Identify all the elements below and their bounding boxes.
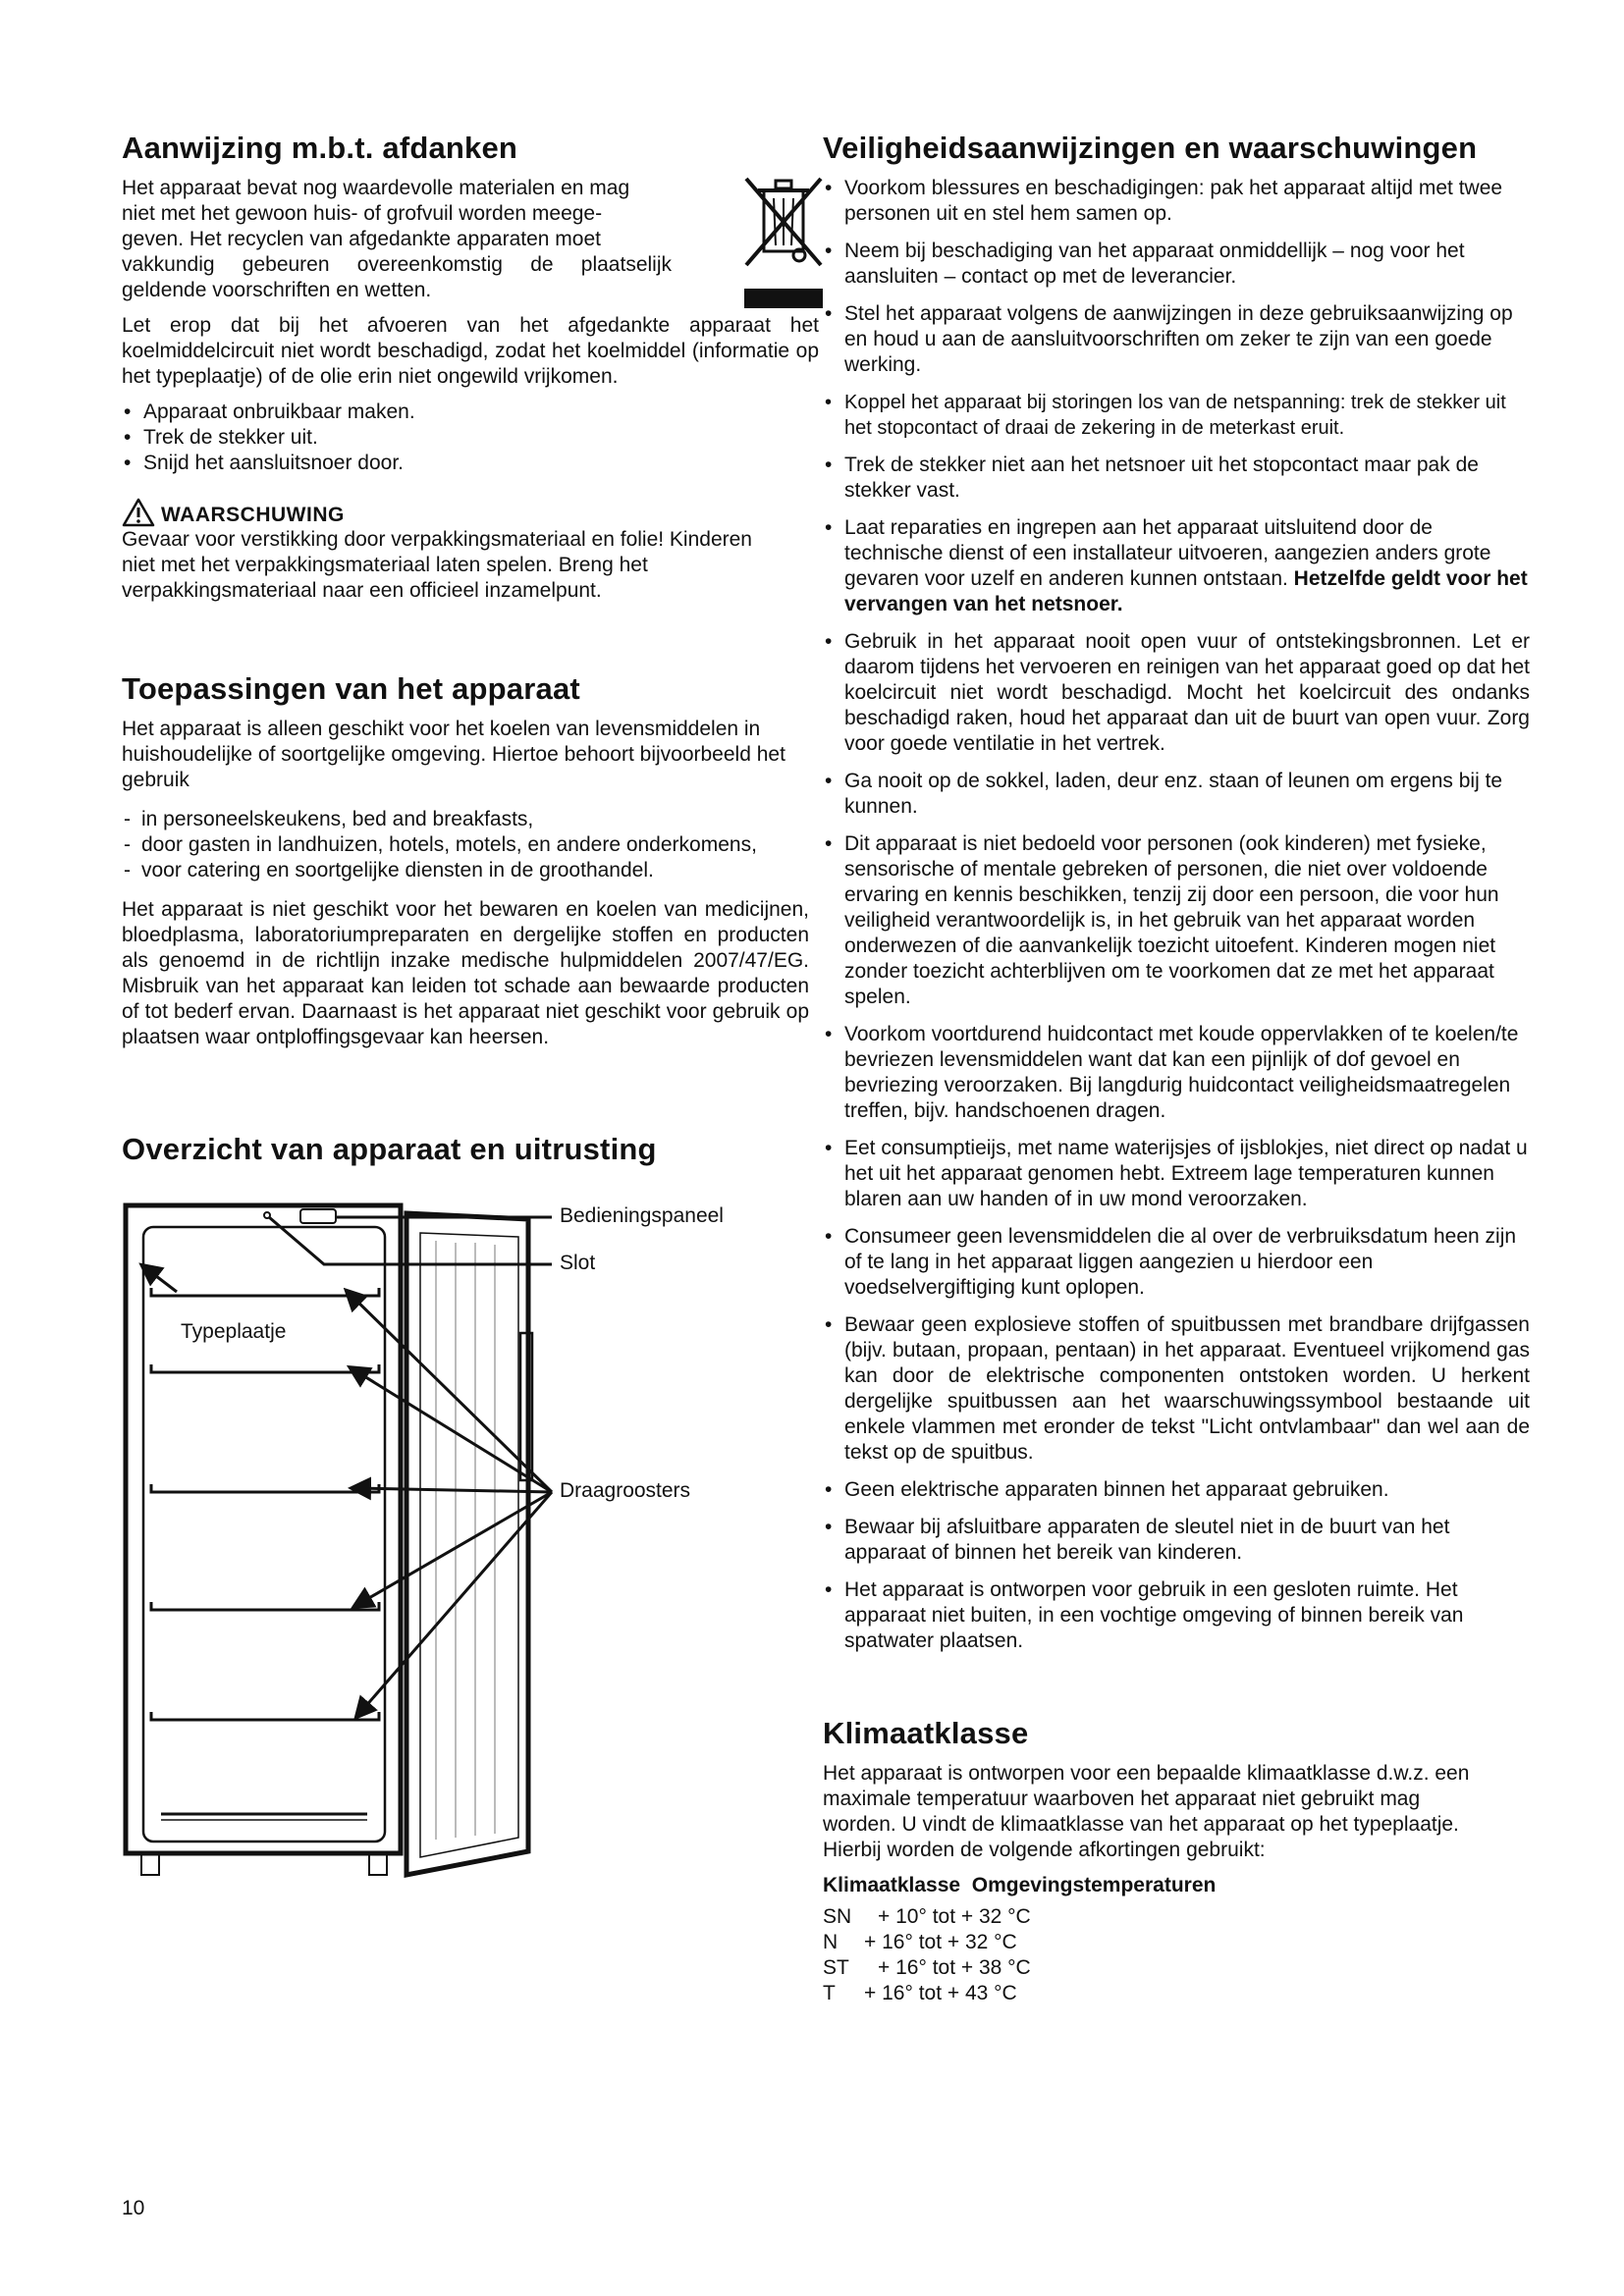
list-item: • Neem bij beschadiging van het apparaat onmiddellijk – nog voor het aansluiten – contact op met de leverancier. bbox=[823, 239, 1530, 290]
table-row bbox=[823, 1981, 1530, 2006]
recycle-bin-icon bbox=[738, 169, 829, 316]
climate-range: + 10° tot + 32 °C bbox=[878, 1905, 1031, 1929]
climate-table bbox=[823, 1904, 1530, 2006]
climate-intro: Het apparaat is ontworpen voor een bepaalde klimaatklasse d.w.z. een maximale temperatuur waarboven het apparaat niet gebruikt mag worden. U vindt de klimaatklasse van het apparaat op het typeplaatje. Hierbij worden de volgende afkortingen gebruikt: bbox=[823, 1762, 1470, 1862]
list-item: • Geen elektrische apparaten binnen het apparaat gebruiken. bbox=[823, 1477, 1530, 1503]
safety-section bbox=[823, 130, 1530, 1654]
table-row bbox=[823, 1930, 1530, 1955]
list-item: - in personeelskeukens, bed and breakfasts, bbox=[122, 807, 819, 832]
table-row bbox=[823, 1955, 1530, 1981]
warning-text: Gevaar voor verstikking door verpakkingsmateriaal en folie! Kinderen niet met het verpakkingsmateriaal laten spelen. Breng het verpakkingsmateriaal naar een officieel inzamelpunt. bbox=[122, 528, 752, 603]
door bbox=[406, 1213, 532, 1875]
label-slot: Slot bbox=[560, 1251, 596, 1274]
list-item: - door gasten in landhuizen, hotels, motels, en andere onderkomens, bbox=[122, 832, 819, 858]
climate-code: T bbox=[823, 1982, 836, 2005]
left-column bbox=[122, 130, 819, 1883]
appliance-diagram bbox=[122, 1186, 809, 1883]
warning-triangle-icon bbox=[122, 498, 155, 527]
climate-range: + 16° tot + 32 °C bbox=[864, 1931, 1017, 1954]
warning-header bbox=[122, 498, 819, 527]
disposal-section bbox=[122, 130, 819, 604]
lock-leader-line bbox=[269, 1217, 552, 1264]
disposal-para1-line-1: Het apparaat bevat nog waardevolle materialen en mag bbox=[122, 177, 630, 200]
list-item-repair bbox=[823, 515, 1530, 617]
cabinet-outline bbox=[126, 1205, 401, 1875]
disposal-title: Aanwijzing m.b.t. afdanken bbox=[122, 131, 518, 165]
disposal-para1-line-5: geldende voorschriften en wetten. bbox=[122, 279, 432, 302]
page-number: 10 bbox=[122, 2197, 145, 2219]
list-item: • Ga nooit op de sokkel, laden, deur enz. staan of leunen om ergens bij te kunnen. bbox=[823, 769, 1530, 820]
climate-range: + 16° tot + 43 °C bbox=[864, 1982, 1017, 2005]
shelf-arrow-3 bbox=[353, 1488, 552, 1492]
plate-arrow bbox=[143, 1266, 177, 1292]
list-item: • Voorkom voortdurend huidcontact met koude oppervlakken of te koelen/te bevriezen levensmiddelen want dat kan een pijnlijk of dof gevoel en bevriezing veroorzaken. Bij langdurig huidcontact veiligheidsmaatregelen treffen, bijv. handschoenen dragen. bbox=[823, 1022, 1530, 1124]
disposal-para1-line-4: vakkundig gebeuren overeenkomstig de plaatselijk bbox=[122, 253, 672, 277]
list-item: • Consumeer geen levensmiddelen die al over de verbruiksdatum heen zijn of te lang in het apparaat liggen aangezien u hierdoor een voedselvergiftiging kunt oplopen. bbox=[823, 1224, 1530, 1301]
table-row bbox=[823, 1904, 1530, 1930]
shelves bbox=[151, 1288, 379, 1820]
repair-text: Laat reparaties en ingrepen aan het apparaat uitsluitend door de technische dienst of een installateur uitvoeren, aangezien anders grote gevaren voor uzelf en anderen kunnen ontstaan. bbox=[844, 516, 1491, 591]
disposal-para2: Let erop dat bij het afvoeren van het afgedankte apparaat het koelmiddelcircuit niet wordt beschadigd, zodat het koelmiddel (informatie op het typeplaatje) of de olie erin niet ongewild vrijkomen. bbox=[122, 314, 819, 389]
list-item: • Snijd het aansluitsnoer door. bbox=[122, 451, 819, 476]
list-item: • Eet consumptieijs, met name waterijsjes of ijsblokjes, niet direct op nadat u het uit het apparaat genomen hebt. Extreem lage temperaturen kunnen blaren aan uw handen of in uw mond veroorzaken. bbox=[823, 1136, 1530, 1212]
climate-table-header: Klimaatklasse Omgevingstemperaturen bbox=[823, 1874, 1217, 1897]
applications-list bbox=[122, 807, 819, 883]
climate-code: ST bbox=[823, 1956, 849, 1980]
applications-para: Het apparaat is niet geschikt voor het bewaren en koelen van medicijnen, bloedplasma, laboratoriumpreparaten en dergelijke stoffen en producten als genoemd in de richtlijn inzake medische hulpmiddelen 2007/47/EG. Misbruik van het apparaat kan leiden tot schade aan bewaarde producten of tot bederf ervan. Daarnaast is het apparaat niet geschikt voor gebruik op plaatsen waar ontploffingsgevaar kan heersen. bbox=[122, 898, 809, 1049]
list-item: • Voorkom blessures en beschadigingen: pak het apparaat altijd met twee personen uit en stel hem samen op. bbox=[823, 176, 1530, 227]
safety-list bbox=[823, 176, 1530, 1654]
climate-range: + 16° tot + 38 °C bbox=[878, 1956, 1031, 1980]
list-item: • Dit apparaat is niet bedoeld voor personen (ook kinderen) met fysieke, sensorische of mentale gebreken of personen, die niet over voldoende ervaring en kennis beschikken, tenzij zij door een persoon, die voor hun veiligheid verantwoordelijk is, in het gebruik van het apparaat worden onderwezen of die aanvankelijk toezicht uitoefent. Kinderen mogen niet zonder toezicht achterblijven om te voorkomen dat ze met het apparaat spelen. bbox=[823, 831, 1530, 1010]
applications-section bbox=[122, 670, 819, 1050]
overview-title: Overzicht van apparaat en uitrusting bbox=[122, 1132, 657, 1167]
warning-title: WAARSCHUWING bbox=[161, 504, 345, 527]
list-item: • Bewaar bij afsluitbare apparaten de sleutel niet in de buurt van het apparaat of binnen het bereik van kinderen. bbox=[823, 1515, 1530, 1566]
applications-intro: Het apparaat is alleen geschikt voor het koelen van levensmiddelen in huishoudelijke of soortgelijke omgeving. Hiertoe behoort bijvoorbeeld het gebruik bbox=[122, 718, 785, 792]
climate-title: Klimaatklasse bbox=[823, 1716, 1029, 1751]
applications-title: Toepassingen van het apparaat bbox=[122, 671, 580, 707]
list-item: - voor catering en soortgelijke diensten in de groothandel. bbox=[122, 858, 819, 883]
list-item: • Trek de stekker uit. bbox=[122, 425, 819, 451]
disposal-para1-line-2: niet met het gewoon huis- of grofvuil worden meege- bbox=[122, 202, 603, 226]
right-column bbox=[823, 130, 1530, 2006]
list-item: • Bewaar geen explosieve stoffen of spuitbussen met brandbare drijfgassen (bijv. butaan, propaan, pentaan) in het apparaat. Eventueel vrijkomend gas kan door de elektrische componenten ontstoken worden. U herkent dergelijke spuitbussen aan het waarschuwingssymbool bestaande uit enkele vlammen met eronder de tekst "Licht ontvlambaar" dan wel aan de tekst op de spuitbus. bbox=[823, 1312, 1530, 1466]
shelf-arrow-2 bbox=[352, 1368, 552, 1492]
disposal-bullets bbox=[122, 400, 819, 476]
label-typeplaatje: Typeplaatje bbox=[181, 1319, 287, 1343]
list-item: • Trek de stekker niet aan het netsnoer uit het stopcontact maar pak de stekker vast. bbox=[823, 453, 1530, 504]
list-item: • Apparaat onbruikbaar maken. bbox=[122, 400, 819, 425]
repair-bold-text: Hetzelfde geldt voor het vervangen van het netsnoer. bbox=[844, 567, 1528, 616]
safety-title: Veiligheidsaanwijzingen en waarschuwingen bbox=[823, 131, 1478, 165]
list-item: • Koppel het apparaat bij storingen los van de netspanning: trek de stekker uit het stopcontact of draai de zekering in de meterkast eruit. bbox=[823, 390, 1530, 441]
climate-code: N bbox=[823, 1931, 839, 1954]
list-item: • Gebruik in het apparaat nooit open vuur of ontstekingsbronnen. Let er daarom tijdens het vervoeren en reinigen van het apparaat goed op dat het koelcircuit niet wordt beschadigd. Mocht het koelcircuit des ondanks beschadigd raken, houd het apparaat dan uit de buurt van open vuur. Zorg voor goede ventilatie in het vertrek. bbox=[823, 629, 1530, 757]
list-item: • Het apparaat is ontworpen voor gebruik in een gesloten ruimte. Het apparaat niet buiten, in een vochtige omgeving of binnen bereik van spatwater plaatsen. bbox=[823, 1577, 1530, 1654]
list-item: • Stel het apparaat volgens de aanwijzingen in deze gebruiksaanwijzing op en houd u aan de aansluitvoorschriften om zeker te zijn van een goede werking. bbox=[823, 301, 1530, 378]
shelf-arrow-5 bbox=[357, 1492, 552, 1716]
label-bedieningspaneel: Bedieningspaneel bbox=[560, 1203, 724, 1227]
disposal-para1-line-3: geven. Het recyclen van afgedankte apparaten moet bbox=[122, 228, 601, 251]
climate-code: SN bbox=[823, 1905, 852, 1929]
overview-section bbox=[122, 1131, 819, 1882]
climate-section bbox=[823, 1715, 1530, 2006]
label-draagroosters: Draagroosters bbox=[560, 1478, 691, 1502]
